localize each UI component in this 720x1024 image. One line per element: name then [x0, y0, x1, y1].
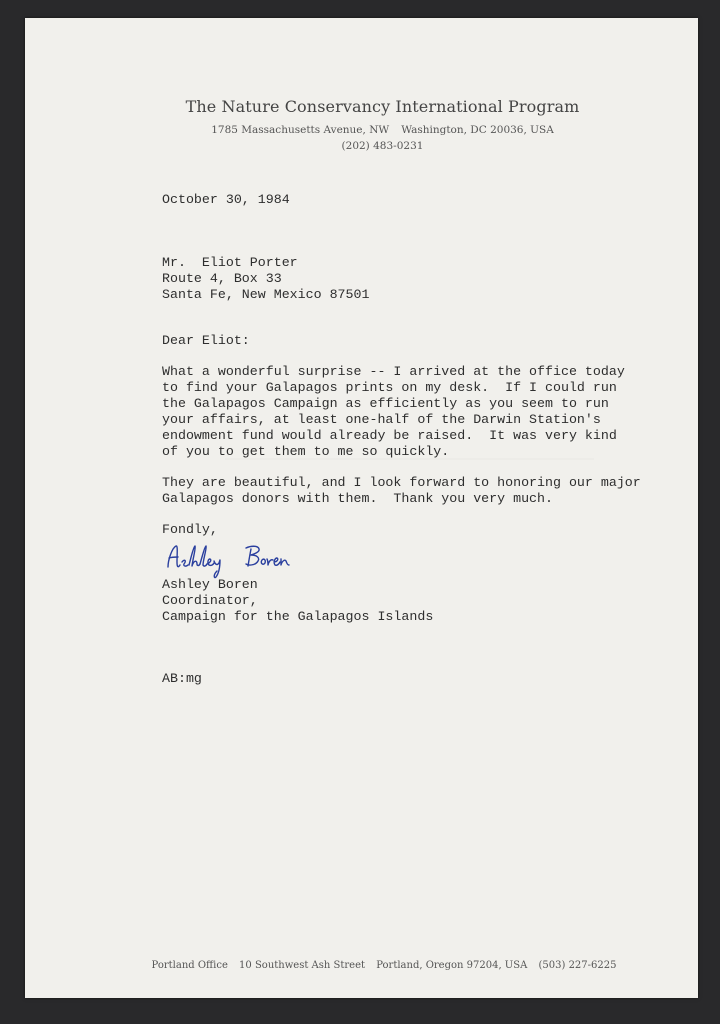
- footer-office: Portland Office: [151, 960, 228, 971]
- body-line: of you to get them to me so quickly.: [162, 444, 450, 459]
- signer-title: Coordinator,: [162, 593, 258, 608]
- letterhead-street: 1785 Massachusetts Avenue, NW: [211, 124, 390, 136]
- reference-initials: AB:mg: [162, 671, 202, 686]
- footer-street: 10 Southwest Ash Street: [239, 960, 366, 971]
- closing: Fondly,: [162, 522, 218, 537]
- body-line: to find your Galapagos prints on my desk. If I could run: [162, 380, 617, 395]
- recipient-line: Route 4, Box 33: [162, 271, 282, 286]
- letter-date: October 30, 1984: [162, 192, 290, 207]
- recipient-line: Mr. Eliot Porter: [162, 255, 298, 270]
- body-line: your affairs, at least one-half of the Darwin Station's: [162, 412, 601, 427]
- signature-graphic: [162, 540, 322, 580]
- letterhead-phone: (202) 483-0231: [341, 140, 424, 152]
- body-line: endowment fund would already be raised. It was very kind: [162, 428, 617, 443]
- body-line: Galapagos donors with them. Thank you very much.: [162, 491, 553, 506]
- salutation: Dear Eliot:: [162, 333, 250, 348]
- recipient-line: Santa Fe, New Mexico 87501: [162, 287, 370, 302]
- footer-city: Portland, Oregon 97204, USA: [376, 960, 528, 971]
- letterhead-footer: [25, 960, 720, 971]
- footer-phone: (503) 227-6225: [538, 960, 617, 971]
- signer-name: Ashley Boren: [162, 577, 258, 592]
- letterhead-address: [25, 124, 720, 136]
- signer-program: Campaign for the Galapagos Islands: [162, 609, 434, 624]
- letter-page: [25, 18, 698, 998]
- body-line: What a wonderful surprise -- I arrived at the office today: [162, 364, 625, 379]
- letterhead-city: Washington, DC 20036, USA: [401, 124, 554, 136]
- body-line: the Galapagos Campaign as efficiently as you seem to run: [162, 396, 609, 411]
- body-line: They are beautiful, and I look forward to honoring our major: [162, 475, 641, 490]
- letterhead-organization: The Nature Conservancy International Program: [185, 97, 580, 116]
